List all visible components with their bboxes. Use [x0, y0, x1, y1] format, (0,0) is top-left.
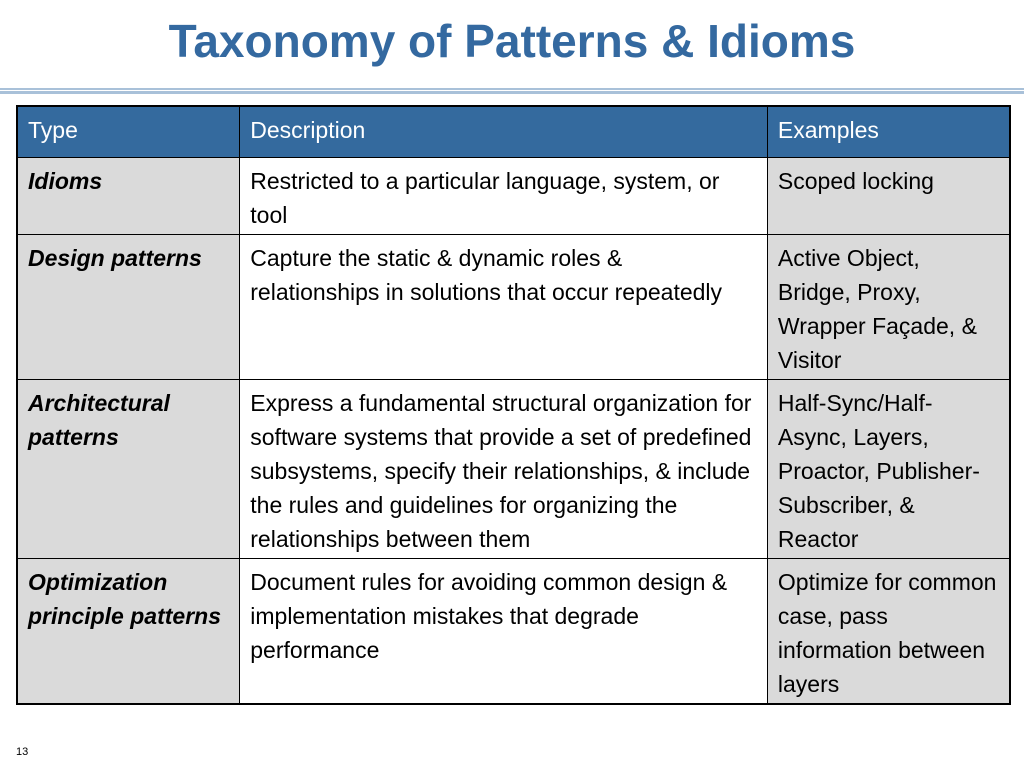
table-row — [17, 559, 1010, 705]
slide-title: Taxonomy of Patterns & Idioms — [168, 15, 856, 67]
row-description: Restricted to a particular language, system, or tool — [240, 158, 768, 235]
header-type: Type — [17, 106, 240, 158]
header-description: Description — [240, 106, 768, 158]
header-examples: Examples — [767, 106, 1010, 158]
taxonomy-table — [16, 105, 1011, 705]
row-type: Architectural patterns — [17, 380, 240, 559]
row-examples: Scoped locking — [767, 158, 1010, 235]
row-type: Design patterns — [17, 235, 240, 380]
row-description: Express a fundamental structural organization for software systems that provide a set of predefined subsystems, specify their relationships, & include the rules and guidelines for organizing the relationships between them — [240, 380, 768, 559]
table-row — [17, 158, 1010, 235]
row-examples: Optimize for common case, pass information between layers — [767, 559, 1010, 705]
row-description: Document rules for avoiding common design & implementation mistakes that degrade performance — [240, 559, 768, 705]
title-divider-thick — [0, 91, 1024, 94]
title-divider-thin — [0, 88, 1024, 90]
row-type: Idioms — [17, 158, 240, 235]
row-examples: Half-Sync/Half-Async, Layers, Proactor, Publisher-Subscriber, & Reactor — [767, 380, 1010, 559]
table-header-row — [17, 106, 1010, 158]
table-row — [17, 235, 1010, 380]
page-number: 13 — [16, 746, 29, 758]
row-description: Capture the static & dynamic roles & relationships in solutions that occur repeatedly — [240, 235, 768, 380]
row-type: Optimization principle patterns — [17, 559, 240, 705]
row-examples: Active Object, Bridge, Proxy, Wrapper Façade, & Visitor — [767, 235, 1010, 380]
table-row — [17, 380, 1010, 559]
